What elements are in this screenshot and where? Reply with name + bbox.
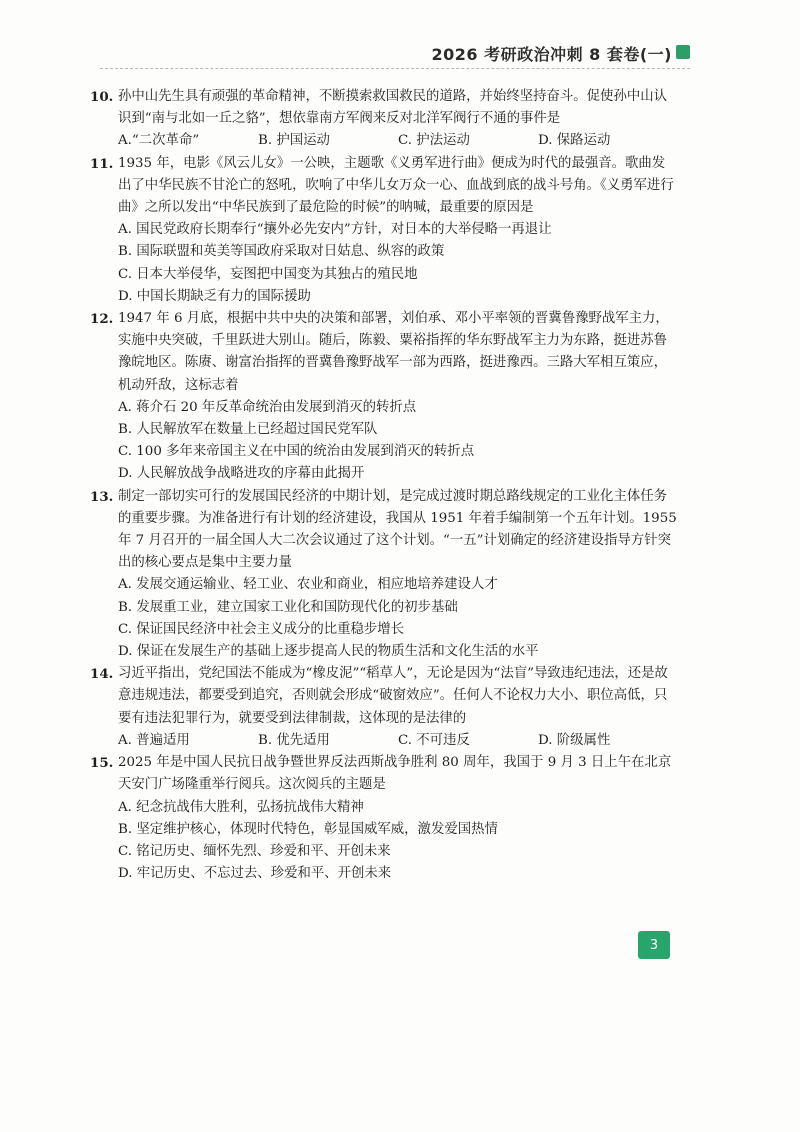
option-a: A. 国民党政府长期奉行“攘外必先安内”方针，对日本的大举侵略一再退让 [118,222,552,238]
header-divider [100,68,690,69]
question-stem: 1935 年，电影《风云儿女》一公映，主题歌《义勇军进行曲》便成为时代的最强音。歌曲发出了中华民族不甘沦亡的怒吼，吹响了中华儿女万众一心、血战到底的战斗号角。《义勇军进行曲》之所以发出“中华民族到了最危险的时候”的呐喊，最重要的原因是 [118,155,674,216]
question-stem: 制定一部切实可行的发展国民经济的中期计划，是完成过渡时期总路线规定的工业化主体任务的重要步骤。为准备进行有计划的经济建设，我国从 1951 年着手编制第一个五年计划。1955 年 7 月召开的一届全国人大二次会议通过了这个计划。“一五”计划确定的经济建设指导方针突出的核心要点是集中主要力量 [118,488,677,571]
option-b: B. 坚定维护核心，体现时代特色，彰显国威军威，激发爱国热情 [118,821,498,837]
option-d: D. 保路运动 [538,133,611,149]
option-d: D. 人民解放战争战略进攻的序幕由此揭开 [118,466,365,482]
option-a: A.“二次革命” [118,133,200,149]
option-b: B. 护国运动 [258,133,330,149]
question-13 [90,486,678,664]
option-a: A. 纪念抗战伟大胜利，弘扬抗战伟大精神 [118,799,364,815]
option-d: D. 中国长期缺乏有力的国际援助 [118,288,311,304]
question-number: 14. [90,666,114,683]
question-number: 15. [90,755,114,772]
option-a: A. 蒋介石 20 年反革命统治由发展到消灭的转折点 [118,399,417,415]
question-15 [90,752,678,885]
question-number: 13. [90,488,114,505]
option-c: C. 日本大举侵华，妄图把中国变为其独占的殖民地 [118,266,418,282]
question-number: 11. [90,155,114,172]
options [118,130,678,152]
option-a: A. 普遍适用 [118,732,190,748]
option-d: D. 牢记历史、不忘过去、珍爱和平、开创未来 [118,866,392,882]
question-stem: 2025 年是中国人民抗日战争暨世界反法西斯战争胜利 80 周年，我国于 9 月 3 日上午在北京天安门广场隆重举行阅兵。这次阅兵的主题是 [118,755,672,793]
question-12 [90,308,678,486]
question-list [90,86,678,885]
question-number: 12. [90,311,114,328]
question-stem: 1947 年 6 月底，根据中共中央的决策和部署，刘伯承、邓小平率领的晋冀鲁豫野战军主力，实施中央突破，千里跃进大别山。随后，陈毅、粟裕指挥的华东野战军主力为东路，挺进苏鲁豫皖地区。陈赓、谢富治指挥的晋冀鲁豫野战军一部为西路，挺进豫西。三路大军相互策应，机动歼敌，这标志着 [118,311,669,393]
page-number-badge: 3 [638,931,670,959]
green-square-icon [676,45,690,59]
option-d: D. 保证在发展生产的基础上逐步提高人民的物质生活和文化生活的水平 [118,644,539,660]
option-b: B. 发展重工业，建立国家工业化和国防现代化的初步基础 [118,599,458,615]
option-a: A. 发展交通运输业、轻工业、农业和商业，相应地培养建设人才 [118,577,498,593]
option-b: B. 国际联盟和英美等国政府采取对日姑息、纵容的政策 [118,244,445,260]
question-number: 10. [90,89,114,105]
option-d: D. 阶级属性 [538,732,611,748]
options [118,730,678,752]
question-stem: 习近平指出，党纪国法不能成为“橡皮泥”“稻草人”，无论是因为“法盲”导致违纪违法，还是故意违规违法，都要受到追究，否则就会形成“破窗效应”。任何人不论权力大小、职位高低，只要有违法犯罪行为，就要受到法律制裁，这体现的是法律的 [118,666,668,726]
question-stem: 孙中山先生具有顽强的革命精神，不断摸索救国救民的道路，并始终坚持奋斗。促使孙中山认识到“南与北如一丘之貉”，想依靠南方军阀来反对北洋军阀行不通的事件是 [118,89,668,127]
question-10 [90,86,678,153]
option-b: B. 优先适用 [258,732,330,748]
option-c: C. 100 多年来帝国主义在中国的统治由发展到消灭的转折点 [118,444,475,460]
question-11 [90,153,678,308]
option-c: C. 护法运动 [398,133,470,149]
exam-title: 2026 考研政治冲刺 8 套卷(一) [431,45,672,64]
option-c: C. 保证国民经济中社会主义成分的比重稳步增长 [118,621,405,637]
option-c: C. 不可违反 [398,732,470,748]
option-c: C. 铭记历史、缅怀先烈、珍爱和平、开创未来 [118,843,391,859]
page-header [0,42,800,72]
option-b: B. 人民解放军在数量上已经超过国民党军队 [118,422,378,438]
question-14 [90,663,678,752]
